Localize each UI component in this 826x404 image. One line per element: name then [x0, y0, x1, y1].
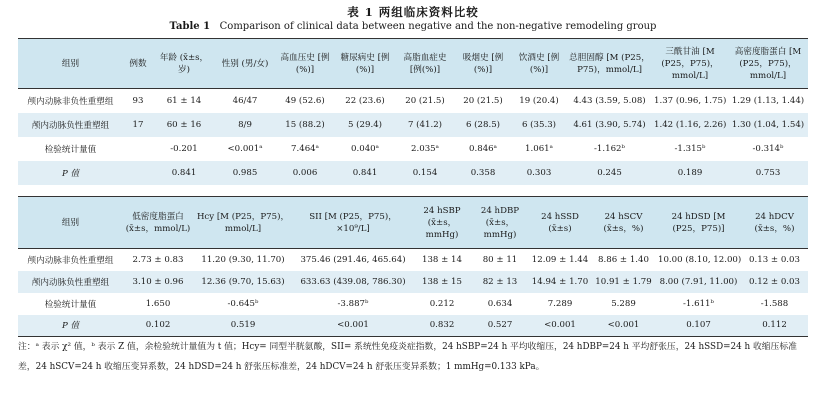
t1-header-1: 例数 — [129, 58, 147, 69]
t2-header-0: 组别 — [61, 217, 80, 228]
t2-header-1: 低密度脂蛋白 (x̄±s，mmol/L) — [125, 211, 191, 234]
t1-r0-c8: 19 (20.4) — [519, 95, 559, 106]
t2-r3-c4: 0.832 — [429, 320, 455, 331]
table-row — [18, 271, 808, 293]
t2-r2-c8: -1.611ᵇ — [683, 298, 714, 309]
t1-r0-c0: 颅内动脉非负性重塑组 — [27, 96, 114, 107]
table-row — [18, 113, 808, 137]
table1-header-row — [18, 39, 808, 89]
t2-r1-c8: 8.00 (7.91, 11.00) — [659, 276, 738, 287]
t1-r3-c9: 0.245 — [597, 167, 622, 178]
t2-r0-c5: 80 ± 11 — [482, 254, 518, 265]
t2-header-6: 24 hSSD (x̄±s) — [541, 211, 579, 234]
clinical-table-part1 — [18, 38, 808, 185]
t2-r0-c1: 2.73 ± 0.83 — [132, 254, 184, 265]
table-row — [18, 137, 808, 161]
t1-r0-c7: 20 (21.5) — [463, 95, 503, 106]
t1-r1-c1: 17 — [132, 119, 144, 130]
t1-header-0: 组别 — [61, 58, 80, 69]
clinical-table-part2 — [18, 196, 808, 337]
t2-r3-c2: 0.519 — [230, 320, 256, 331]
t1-r2-c3: <0.001ᵃ — [227, 143, 263, 154]
t1-r0-c4: 49 (52.6) — [285, 95, 325, 106]
t2-r1-c1: 3.10 ± 0.96 — [132, 276, 184, 287]
t2-r1-c5: 82 ± 13 — [482, 276, 518, 287]
t2-r3-c8: 0.107 — [686, 320, 711, 331]
t2-r3-c3: <0.001 — [337, 320, 369, 331]
t2-header-7: 24 hSCV (x̄±s，%) — [603, 211, 644, 234]
table-row — [18, 293, 808, 315]
t2-header-9: 24 hDCV (x̄±s，%) — [754, 211, 795, 234]
t2-r2-c9: -1.588 — [760, 298, 789, 309]
table-label: Table 1 — [169, 21, 211, 32]
t1-r0-c9: 4.43 (3.59, 5.08) — [573, 95, 646, 106]
t1-r1-c0: 颅内动脉负性重塑组 — [31, 120, 110, 131]
t2-r0-c3: 375.46 (291.46, 465.64) — [300, 254, 406, 265]
t2-r0-c7: 8.86 ± 1.40 — [598, 254, 649, 265]
t1-r2-c1 — [123, 137, 153, 161]
t2-r3-c0: P 值 — [61, 321, 80, 332]
t1-header-2: 年龄 (x̄±s，岁) — [159, 52, 209, 75]
t1-r3-c6: 0.154 — [412, 167, 438, 178]
table-row — [18, 249, 808, 271]
t2-header-4: 24 hSBP (x̄±s，mmHg) — [423, 205, 461, 240]
table-title-cn: 表 1 两组临床资料比较 — [347, 5, 479, 19]
t2-r2-c6: 7.289 — [547, 298, 573, 309]
table-caption: Comparison of clinical data between negative and the non-negative remodeling group — [219, 21, 657, 32]
t2-header-3: SII [M (P25，P75)，×10⁹/L] — [309, 211, 397, 234]
t1-r1-c6: 7 (41.2) — [407, 119, 443, 130]
t1-r3-c7: 0.358 — [470, 167, 496, 178]
t2-r3-c5: 0.527 — [487, 320, 513, 331]
t2-r1-c6: 14.94 ± 1.70 — [531, 276, 589, 287]
t1-r1-c2: 60 ± 16 — [166, 119, 202, 130]
t1-header-11: 高密度脂蛋白 [M (P25，P75)，mmol/L] — [734, 46, 802, 81]
t2-r1-c3: 633.63 (439.08, 786.30) — [300, 276, 406, 287]
t1-r1-c3: 8/9 — [238, 119, 252, 130]
t2-header-5: 24 hDBP (x̄±s，mmHg) — [480, 205, 520, 240]
t1-r0-c3: 46/47 — [232, 95, 258, 106]
t1-header-4: 高血压史 [例(%)] — [280, 52, 330, 75]
t1-r0-c1: 93 — [132, 95, 144, 106]
t1-r1-c7: 6 (28.5) — [465, 119, 501, 130]
t1-r1-c4: 15 (88.2) — [285, 119, 325, 130]
t1-header-8: 饮酒史 [例(%)] — [518, 52, 560, 75]
t2-r0-c4: 138 ± 14 — [421, 254, 462, 265]
table-row — [18, 315, 808, 337]
t1-r3-c2: 0.841 — [171, 167, 197, 178]
t1-r3-c10: 0.189 — [677, 167, 703, 178]
table-row — [18, 161, 808, 185]
t1-header-10: 三酰甘油 [M (P25，P75)，mmol/L] — [661, 46, 719, 81]
t1-r2-c8: 1.061ᵃ — [525, 143, 553, 154]
t2-r0-c2: 11.20 (9.30, 11.70) — [201, 254, 285, 265]
t2-r3-c6: <0.001 — [544, 320, 576, 331]
t2-r1-c7: 10.91 ± 1.79 — [595, 276, 652, 287]
t1-r3-c4: 0.006 — [292, 167, 318, 178]
t2-r1-c2: 12.36 (9.70, 15.63) — [201, 276, 285, 287]
t1-r1-c9: 4.61 (3.90, 5.74) — [573, 119, 646, 130]
t2-r2-c5: 0.634 — [487, 298, 513, 309]
t1-r0-c10: 1.37 (0.96, 1.75) — [654, 95, 727, 106]
t1-header-6: 高脂血症史 [例(%)] — [403, 52, 447, 75]
t1-r2-c6: 2.035ᵃ — [411, 143, 439, 154]
t1-r3-c11: 0.753 — [755, 167, 781, 178]
t1-r1-c10: 1.42 (1.16, 2.26) — [654, 119, 727, 130]
t1-r1-c5: 5 (29.4) — [347, 119, 383, 130]
table2-header-row — [18, 197, 808, 249]
t1-r1-c8: 6 (35.3) — [521, 119, 557, 130]
table-title-en — [0, 21, 826, 32]
t2-r0-c0: 颅内动脉非负性重塑组 — [27, 255, 114, 266]
t2-r1-c0: 颅内动脉负性重塑组 — [31, 277, 110, 288]
t2-r0-c8: 10.00 (8.10, 12.00) — [658, 254, 741, 265]
t2-r2-c7: 5.289 — [611, 298, 636, 309]
t2-header-2: Hcy [M (P25，P75)，mmol/L] — [196, 211, 290, 234]
t2-r1-c4: 138 ± 15 — [421, 276, 462, 287]
t2-r0-c9: 0.13 ± 0.03 — [749, 254, 800, 265]
table-row — [18, 89, 808, 113]
t2-r2-c3: -3.887ᵇ — [337, 298, 369, 309]
t1-r3-c1 — [123, 161, 153, 185]
t1-r1-c11: 1.30 (1.04, 1.54) — [731, 119, 805, 130]
t1-r0-c6: 20 (21.5) — [405, 95, 445, 106]
table-footnote: 注：ᵃ 表示 χ² 值，ᵇ 表示 Z 值，余检验统计量值为 t 值；Hcy= 同型半胱氨酸，SII= 系统性免疫炎症指数，24 hSBP=24 h 平均收缩压，24 hDBP=24 h 平均舒张压，24 hSSD=24 h 收缩压标准差，24 hSCV=24 h 收缩压变异系数，24 hDSD=24 h 舒张压标准差，24 hDCV=24 h 舒张压变异系数；1 mmHg=0.133 kPa。 — [18, 342, 797, 372]
t2-r2-c2: -0.645ᵇ — [227, 298, 259, 309]
t2-r2-c4: 0.212 — [429, 298, 455, 309]
t2-r3-c9: 0.112 — [762, 320, 787, 331]
t1-r2-c2: -0.201 — [170, 143, 198, 154]
t2-r2-c1: 1.650 — [145, 298, 171, 309]
t2-r3-c1: 0.102 — [145, 320, 171, 331]
t1-r2-c4: 7.464ᵃ — [291, 143, 319, 154]
t2-header-8: 24 hDSD [M (P25，P75)] — [671, 211, 726, 234]
t1-r2-c5: 0.040ᵃ — [351, 143, 379, 154]
t1-r0-c2: 61 ± 14 — [166, 95, 202, 106]
t1-header-7: 吸烟史 [例(%)] — [462, 52, 504, 75]
t1-header-3: 性别 (男/女) — [221, 58, 269, 69]
t1-r2-c9: -1.162ᵇ — [594, 143, 625, 154]
t1-r2-c11: -0.314ᵇ — [752, 143, 784, 154]
t1-r2-c7: 0.846ᵃ — [469, 143, 497, 154]
t2-r2-c0: 检验统计量值 — [44, 299, 97, 310]
t1-r3-c3: 0.985 — [232, 167, 258, 178]
t2-r0-c6: 12.09 ± 1.44 — [531, 254, 589, 265]
t1-header-5: 糖尿病史 [例(%)] — [340, 52, 390, 75]
t2-r1-c9: 0.12 ± 0.03 — [749, 276, 800, 287]
t1-r2-c0: 检验统计量值 — [44, 144, 97, 155]
t1-r2-c10: -1.315ᵇ — [674, 143, 706, 154]
t1-header-9: 总胆固醇 [M (P25，P75)，mmol/L] — [569, 52, 650, 75]
t2-r3-c7: <0.001 — [607, 320, 640, 331]
t1-r0-c11: 1.29 (1.13, 1.44) — [731, 95, 805, 106]
t1-r0-c5: 22 (23.6) — [345, 95, 385, 106]
t1-r3-c8: 0.303 — [526, 167, 552, 178]
t1-r3-c0: P 值 — [61, 168, 80, 179]
t1-r3-c5: 0.841 — [352, 167, 378, 178]
